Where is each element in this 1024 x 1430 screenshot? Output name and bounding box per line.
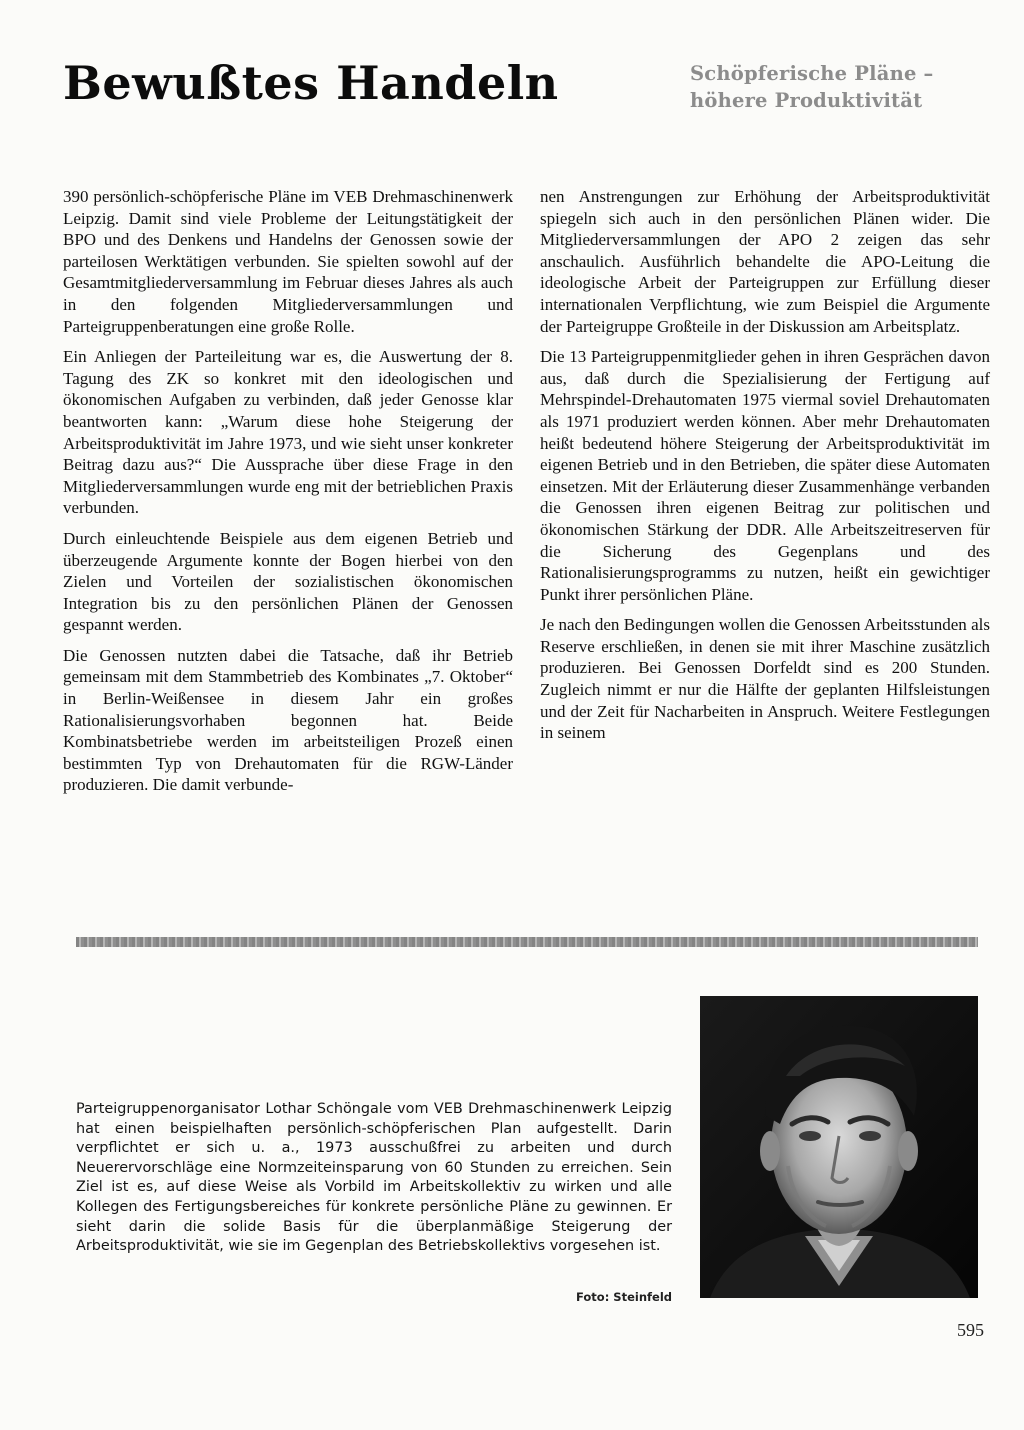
paragraph: nen Anstrengungen zur Erhöhung der Arbeitsproduktivität spiegeln sich auch in den persönlichen Plänen wider. Die Mitgliederversammlungen der APO 2 zeigen das sehr anschaulich. Ausführlich behandelte die APO-Leitung die ideologische Arbeit der Parteigruppen zur Erfüllung dieser internationalen Verpflichtung, wie zum Beispiel die Argumente der Parteigruppe Großteile in der Diskussion am Arbeitsplatz. — [540, 187, 990, 336]
paragraph: Je nach den Bedingungen wollen die Genossen Arbeitsstunden als Reserve erschließen, in denen sie mit ihrer Maschine zusätzlich produzieren. Bei Genossen Dorfeldt sind es 200 Stunden. Zugleich nimmt er nur die Hälfte der geplanten Hilfsleistungen und der Zeit für Nacharbeiten in Anspruch. Weitere Festlegungen in seinem — [540, 615, 990, 743]
kicker-line-2: höhere Produktivität — [690, 89, 923, 112]
paragraph: Ein Anliegen der Parteileitung war es, die Auswertung der 8. Tagung des ZK so konkret mit den ideologischen und ökonomischen Aufgaben zu verbinden, daß jeder Genosse klar beantworten kann: „Warum diese hohe Steigerung der Arbeitsproduktivität im Jahre 1973, und wie sieht unser konkreter Beitrag dazu aus?“ Die Aussprache über diese Frage in den Mitgliederversammlungen wurde eng mit der betrieblichen Praxis verbunden. — [63, 347, 513, 518]
paragraph: Durch einleuchtende Beispiele aus dem eigenen Betrieb und überzeugende Argumente konnte der Bogen hierbei von den Zielen und Vorteilen der sozialistischen ökonomischen Integration bis zu den persönlichen Plänen der Genossen gespannt werden. — [63, 528, 513, 635]
paragraph: Die Genossen nutzten dabei die Tatsache, daß ihr Betrieb gemeinsam mit dem Stammbetrieb des Kombinates „7. Oktober“ in Berlin-Weißensee in diesem Jahr ein großes Rationalisierungsvorhaben begonnen hat. Beide Kombinatsbetriebe werden im arbeitsteiligen Prozeß einen bestimmten Typ von Drehautomaten für die RGW-Länder produzieren. Die damit verbunde- — [63, 645, 513, 795]
page-number: 595 — [957, 1320, 984, 1340]
section-divider — [76, 937, 978, 947]
body-column-left — [63, 186, 513, 805]
portrait-photo-illustration — [700, 996, 978, 1298]
paragraph: 390 persönlich-schöpferische Pläne im VEB Drehmaschinenwerk Leipzig. Damit sind viele Probleme der Leitungstätigkeit der BPO und des Denkens und Handelns der Genossen sowie der parteilosen Werktätigen verbunden. Sie spielten sowohl auf der Gesamtmitgliederversammlung im Februar dieses Jahres als auch in den folgenden Mitgliederversammlungen und Parteigruppenberatungen eine große Rolle. — [63, 187, 513, 336]
paragraph: Die 13 Parteigruppenmitglieder gehen in ihren Gesprächen davon aus, daß durch die Spezialisierung der Fertigung auf Mehrspindel-Drehautomaten 1975 viermal soviel Drehautomaten als 1971 produziert werden können. Aber mehr Drehautomaten heißt bedeutend höhere Steigerung der Arbeitsproduktivität im eigenen Betrieb und in den Betrieben, die später diese Automaten einsetzen. Mit der Erläuterung dieser Zusammenhänge verbanden die Genossen ihren eigenen Beitrag zur politischen und ökonomischen Stärkung der DDR. Alle Arbeitszeitreserven für die Sicherung des Gegenplans und des Rationalisierungsprogramms zu nutzen, heißt ein gewichtiger Punkt ihrer persönlichen Pläne. — [540, 347, 990, 604]
article-headline: Bewußtes Handeln — [63, 56, 559, 110]
portrait-photo — [700, 996, 978, 1298]
kicker-line-1: Schöpferische Pläne – — [690, 62, 934, 85]
body-column-right — [540, 186, 990, 753]
article-kicker — [690, 60, 990, 114]
photo-credit: Foto: Steinfeld — [576, 1290, 672, 1304]
photo-caption: Parteigruppenorganisator Lothar Schöngale vom VEB Drehmaschinenwerk Leipzig hat einen beispielhaften persönlich-schöpferischen Plan aufgestellt. Darin verpflichtet er sich u. a., 1973 ausschußfrei zu arbeiten und durch Neuerervorschläge eine Normzeiteinsparung von 60 Stunden zu erreichen. Sein Ziel ist es, auf diese Weise als Vorbild im Arbeitskollektiv zu wirken und alle Kollegen des Fertigungsbereiches für konkrete persönliche Pläne zu gewinnen. Er sieht darin die solide Basis für die überplanmäßige Steigerung der Arbeitsproduktivität, wie sie im Gegenplan des Betriebskollektivs vorgesehen ist. — [76, 1101, 672, 1255]
